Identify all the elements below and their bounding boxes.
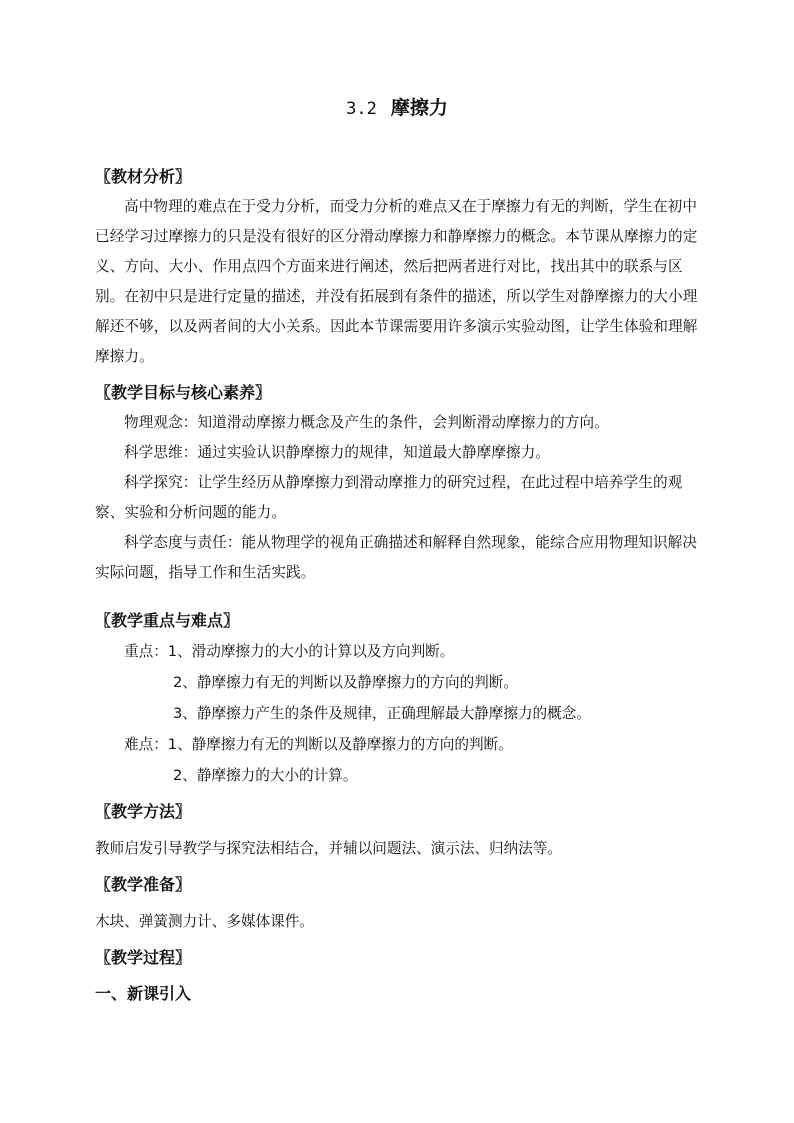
goal-item: 科学态度与责任：能从物理学的视角正确描述和解释自然现象，能综合应用物理知识解决实际问题，指导工作和生活实践。 xyxy=(95,534,698,581)
title-text: 摩擦力 xyxy=(390,97,448,119)
subsection-heading-intro: 一、新课引入 xyxy=(95,984,192,1003)
focus-point: 3、静摩擦力产生的条件及规律，正确理解最大静摩擦力的概念。 xyxy=(173,705,591,722)
document-body xyxy=(95,162,703,1009)
section-heading-goals: 〖教学目标与核心素养〗 xyxy=(95,383,272,402)
analysis-paragraph: 高中物理的难点在于受力分析，而受力分析的难点又在于摩擦力有无的判断，学生在初中已经学习过摩擦力的只是没有很好的区分滑动摩擦力和静摩擦力的概念。本节课从摩擦力的定义、方向、大小、作用点四个方面来进行阐述，然后把两者进行对比，找出其中的联系与区别。在初中只是进行定量的描述，并没有拓展到有条件的描述，所以学生对静摩擦力的大小理解还不够，以及两者间的大小关系。因此本节课需要用许多演示实验动图，让学生体验和理解摩擦力。 xyxy=(95,198,698,365)
title-number: 3.2 xyxy=(346,99,377,119)
goal-item: 科学思维：通过实验认识静摩擦力的规律，知道最大静摩摩擦力。 xyxy=(124,444,551,461)
focus-point: 2、静摩擦力有无的判断以及静摩擦力的方向的判断。 xyxy=(173,674,518,691)
methods-text: 教师启发引导教学与探究法相结合，并辅以问题法、演示法、归纳法等。 xyxy=(95,840,563,857)
goal-item: 科学探究：让学生经历从静摩擦力到滑动摩推力的研究过程，在此过程中培养学生的观察、实验和分析问题的能力。 xyxy=(95,474,683,521)
goal-item: 物理观念：知道滑动摩擦力概念及产生的条件，会判断滑动摩擦力的方向。 xyxy=(124,414,609,431)
difficulty-point: 2、静摩擦力的大小的计算。 xyxy=(173,767,358,784)
section-heading-analysis: 〖教材分析〗 xyxy=(95,167,192,186)
section-heading-process: 〖教学过程〗 xyxy=(95,948,192,967)
preparation-text: 木块、弹簧测力计、多媒体课件。 xyxy=(95,913,314,930)
focus-point: 重点：1、滑动摩擦力的大小的计算以及方向判断。 xyxy=(124,643,455,660)
page-title xyxy=(0,94,794,123)
section-heading-preparation: 〖教学准备〗 xyxy=(95,875,192,894)
section-heading-key-points: 〖教学重点与难点〗 xyxy=(95,611,240,630)
difficulty-point: 难点：1、静摩擦力有无的判断以及静摩擦力的方向的判断。 xyxy=(124,736,513,753)
section-heading-methods: 〖教学方法〗 xyxy=(95,802,192,821)
